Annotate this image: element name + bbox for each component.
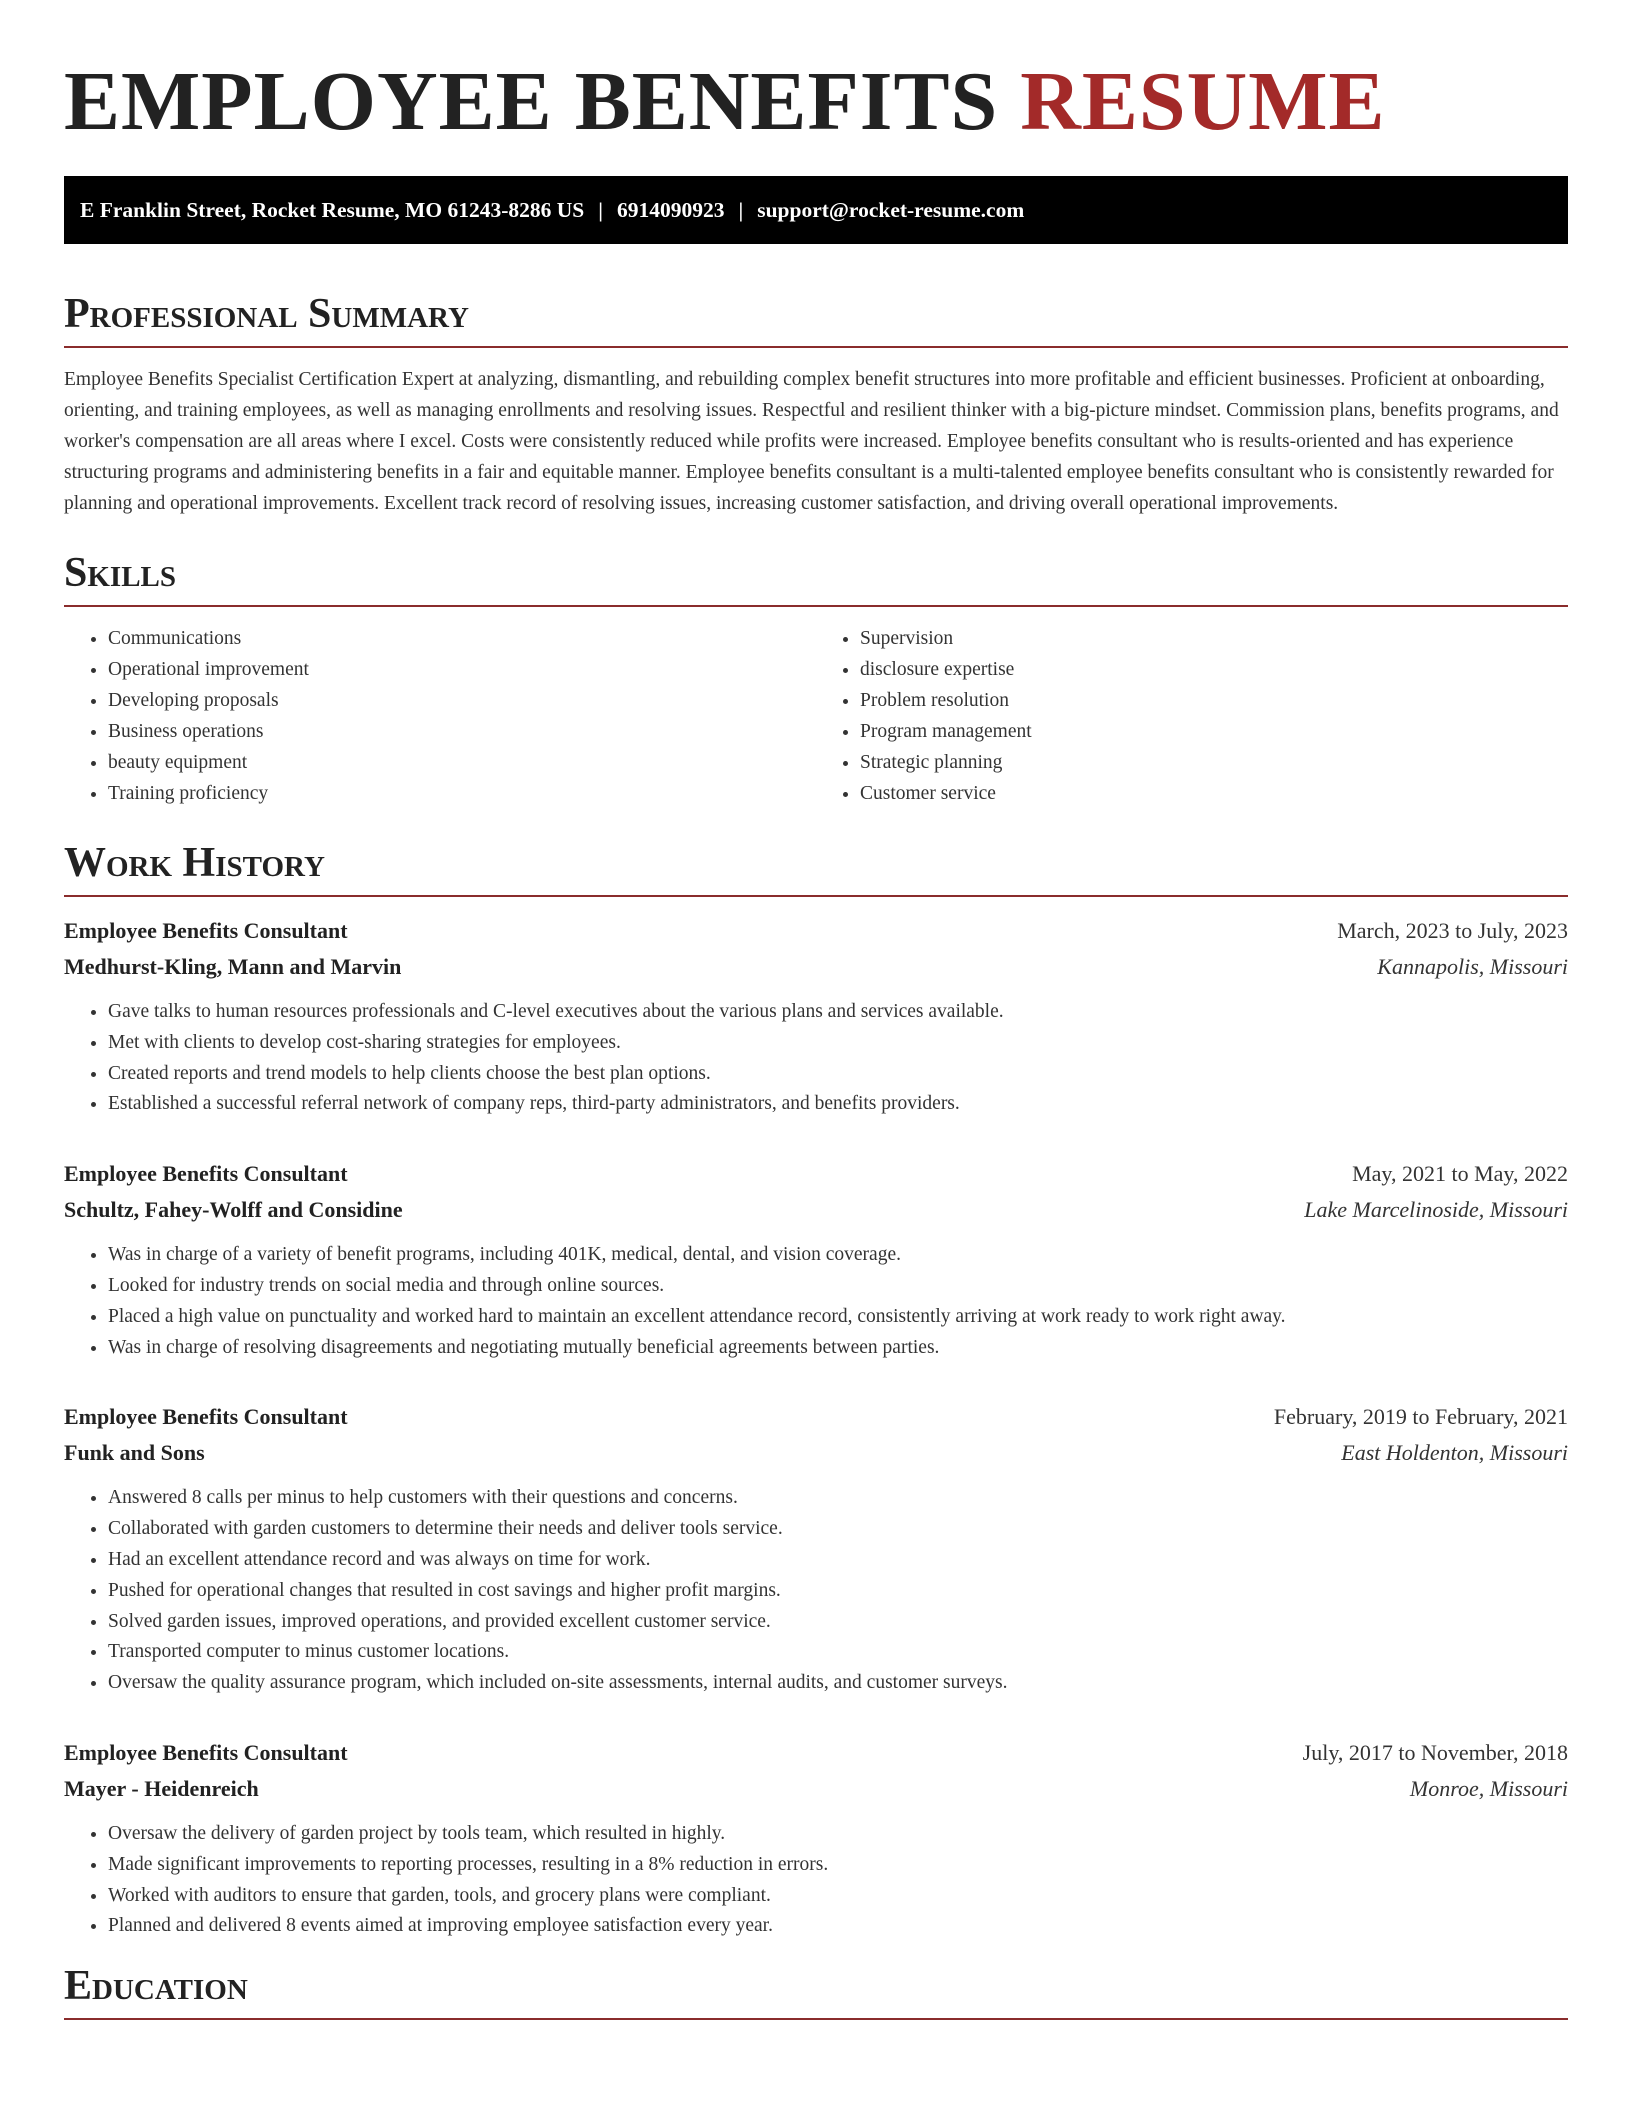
skill-item: • beauty equipment — [108, 747, 816, 778]
job-entry — [64, 1735, 1568, 1942]
job-bullet: • Placed a high value on punctuality and worked hard to maintain an excellent attendance record, consistently arriving at work ready to work right away. — [108, 1302, 1568, 1333]
contact-email[interactable]: support@rocket-resume.com — [757, 198, 1025, 222]
job-bullet: • Had an excellent attendance record and was always on time for work. — [108, 1545, 1568, 1576]
job-bullet: • Transported computer to minus customer locations. — [108, 1637, 1568, 1668]
skills-column-left — [64, 623, 816, 809]
job-entry — [64, 1399, 1568, 1699]
skill-item: • Customer service — [860, 778, 1568, 809]
job-bullet: • Looked for industry trends on social media and through online sources. — [108, 1271, 1568, 1302]
job-location: Lake Marcelinoside, Missouri — [1304, 1197, 1568, 1223]
job-bullet: • Created reports and trend models to help clients choose the best plan options. — [108, 1059, 1568, 1090]
job-bullets — [64, 1819, 1568, 1942]
job-entry — [64, 1156, 1568, 1363]
job-company: Funk and Sons — [64, 1440, 205, 1466]
job-company: Schultz, Fahey-Wolff and Considine — [64, 1197, 403, 1223]
skills-list — [64, 623, 1568, 809]
job-title: Employee Benefits Consultant — [64, 918, 348, 943]
job-bullet: • Worked with auditors to ensure that garden, tools, and grocery plans were compliant. — [108, 1881, 1568, 1912]
skill-item: • disclosure expertise — [860, 654, 1568, 685]
job-bullet: • Oversaw the delivery of garden project by tools team, which resulted in highly. — [108, 1819, 1568, 1850]
skill-item: • Developing proposals — [108, 685, 816, 716]
job-bullet: • Solved garden issues, improved operations, and provided excellent customer service. — [108, 1607, 1568, 1638]
contact-address: E Franklin Street, Rocket Resume, MO 61243-8286 US — [80, 198, 585, 222]
job-location: East Holdenton, Missouri — [1341, 1440, 1568, 1466]
contact-separator: | — [738, 198, 744, 222]
job-dates: February, 2019 to February, 2021 — [1273, 1404, 1568, 1430]
job-bullet: • Gave talks to human resources professionals and C-level executives about the various plans and services available. — [108, 997, 1568, 1028]
job-bullet: • Pushed for operational changes that resulted in cost savings and higher profit margins. — [108, 1576, 1568, 1607]
job-bullets — [64, 1240, 1568, 1363]
job-company-row — [64, 1435, 1568, 1471]
job-title: Employee Benefits Consultant — [64, 1739, 348, 1765]
contact-separator: | — [598, 198, 603, 222]
skill-item: • Strategic planning — [860, 747, 1568, 778]
summary-text: Employee Benefits Specialist Certification Expert at analyzing, dismantling, and rebuilding complex benefit structures into more profitable and efficient businesses. Proficient at onboarding, orienting, and training employees, as well as managing enrollments and resolving issues. Respectful and resilient thinker with a big-picture mindset. Commission plans, benefits programs, and worker's compensation are all areas where I excel. Costs were consistently reduced while profits were increased. Employee benefits consultant who is results-oriented and has experience structuring programs and administering benefits in a fair and equitable manner. Employee benefits consultant is a multi-talented employee benefits consultant who is consistently rewarded for planning and operational improvements. Excellent track record of resolving issues, increasing customer satisfaction, and driving overall operational improvements. — [64, 369, 1559, 514]
job-location: Kannapolis, Missouri — [1377, 954, 1568, 979]
job-bullet: • Made significant improvements to reporting processes, resulting in a 8% reduction in errors. — [108, 1850, 1568, 1881]
job-bullets — [64, 1483, 1568, 1699]
skill-item: • Training proficiency — [108, 778, 816, 809]
job-company: Medhurst-Kling, Mann and Marvin — [64, 954, 402, 979]
education-heading: Education — [64, 1962, 1568, 2020]
job-location: Monroe, Missouri — [1409, 1775, 1568, 1801]
skills-heading: Skills — [64, 549, 1568, 607]
job-company-row — [64, 1771, 1568, 1807]
job-entry — [64, 913, 1568, 1120]
job-title: Employee Benefits Consultant — [64, 1404, 348, 1430]
job-bullet: • Collaborated with garden customers to determine their needs and deliver tools service. — [108, 1514, 1568, 1545]
skill-item: • Supervision — [860, 623, 1568, 654]
title-main: EMPLOYEE BENEFITS — [64, 55, 999, 148]
job-dates: March, 2023 to July, 2023 — [1337, 918, 1568, 943]
contact-bar — [64, 176, 1568, 244]
job-bullet: • Met with clients to develop cost-sharing strategies for employees. — [108, 1028, 1568, 1059]
skills-column-right — [816, 623, 1568, 809]
work-history-heading: Work History — [64, 839, 1568, 897]
job-dates: July, 2017 to November, 2018 — [1302, 1739, 1568, 1765]
job-company: Mayer - Heidenreich — [64, 1775, 259, 1801]
resume-title — [64, 52, 1568, 152]
skill-item: • Operational improvement — [108, 654, 816, 685]
job-company-row — [64, 1192, 1568, 1228]
skill-item: • Communications — [108, 623, 816, 654]
job-company-row — [64, 949, 1568, 985]
job-bullet: • Planned and delivered 8 events aimed at improving employee satisfaction every year. — [108, 1911, 1568, 1942]
skill-item: • Problem resolution — [860, 685, 1568, 716]
skill-item: • Program management — [860, 716, 1568, 747]
job-bullet: • Was in charge of resolving disagreements and negotiating mutually beneficial agreements between parties. — [108, 1333, 1568, 1364]
contact-phone: 6914090923 — [616, 198, 725, 222]
skill-item: • Business operations — [108, 716, 816, 747]
job-bullet: • Was in charge of a variety of benefit programs, including 401K, medical, dental, and vision coverage. — [108, 1240, 1568, 1271]
job-header-row — [64, 1156, 1568, 1192]
job-bullet: • Oversaw the quality assurance program, which included on-site assessments, internal audits, and customer surveys. — [108, 1668, 1568, 1699]
job-header-row — [64, 913, 1568, 949]
title-accent: RESUME — [1020, 55, 1386, 148]
job-header-row — [64, 1399, 1568, 1435]
job-title: Employee Benefits Consultant — [64, 1161, 348, 1187]
summary-heading: Professional Summary — [64, 290, 1568, 348]
job-bullets — [64, 997, 1568, 1120]
job-header-row — [64, 1735, 1568, 1771]
job-bullet: • Answered 8 calls per minus to help customers with their questions and concerns. — [108, 1483, 1568, 1514]
job-bullet: • Established a successful referral network of company reps, third-party administrators, and benefits providers. — [108, 1089, 1568, 1120]
job-dates: May, 2021 to May, 2022 — [1352, 1161, 1568, 1187]
